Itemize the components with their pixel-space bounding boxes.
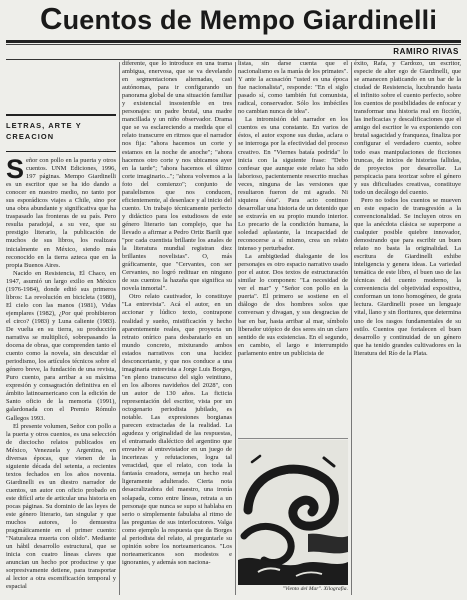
paragraph: listas, sin darse cuenta que el nacionalismo es la manía de los primates". Y ante la acusación "usted es una época fue nacionalista", responde: "En el siglo pasado sí, como también fui comunista, radical, conservador. Sólo los imbéciles no cambian nunca de idea".: [238, 60, 348, 116]
paragraph: La ambigüedad dialogante de los personajes es otro espacio narrativo usado por el autor. Dos textos de estructuración similar lo componen: "La necesidad de ver el mar" y "Señor con pollo en la puerta". El primero se sostiene en el diálogo de dos hombres solos que conversan y divagan, y sus desgracias de bar en bar, hasta arribar al mar, símbolo liberador utópico de dos seres sin un claro sentido de sus existencias. En el segundo, en cambio, el largo e interrumpido parlamento entre un publicista de: [238, 253, 348, 357]
paragraph: éxito, Rafa, y Cardozo, un escritor, especie de alter ego de Giardinelli, que se amanecen platicando en un bar de la ciudad de Resistencia, lucubrando hasta el infinito sobre el cuento perfecto, sobre los cuentos de posibilidades de enfocar y transformar una historia real en ficción, las ineficacias y descalificaciones que el amigo del escritor le va exponiendo con brutal sagacidad y franqueza, finaliza por configurar el verdadero cuento, sobre todo esas manipulaciones de ficciones truncas, de inicios de historias fallidas, de proyectos por desarrollar. La perspicacia para teorizar sobre el género y sus dificultades creativas, constituye todo un decálogo del cuento.: [354, 60, 461, 196]
paragraph: diferente, que lo introduce en una trama ambigua, enervosa, que se va develando en segmentaciones alternadas, casi autónomas, para ir configurando un panorama global de una situación familiar y existencial insostenible en tres personajes: un padre brutal, una madre mancillada y un niño observador. Drama que se va esclareciendo a medida que el relato transcurre en ritmos que el narrador nos fija: "ahora hacemos un corte y estamos en la noche de anoche"; "ahora hacemos otro corte y nos ubicamos ayer en la tarde"; "ahora hacemos el último corte imaginario..."; "ahora volvemos a la foto del comienzo"; conjunto de paralelismos que nos conducen, eficientemente, al desenlace y al inicio del cuento. Un trabajo técnicamente perfecto y didáctico para los estudiosos de este género literario tan complejo, que ha llevado a afirmar a Pedro Ortiz Barili que "por cada cuentista brillante los anales de la literatura mundial registran diez brillantes novelistas". O, más gráficamente, que "Cervantes, con ser Cervantes, no logró redituar en ninguno de sus cuentos la hazaña que significa su novela inmortal".: [122, 60, 232, 293]
section-label-line2: CREACION: [6, 132, 55, 141]
column-divider-1: [119, 62, 120, 595]
section-label-line1: LETRAS, ARTE Y: [6, 121, 82, 130]
headline-initial: C: [40, 1, 63, 36]
drop-cap: S: [6, 157, 25, 184]
paragraph-text: eñor con pollo en la puerta y otros cuentos. UNM Ediciones, 1996, 197 páginas. Mempo Giardinelli es un escritor que se ha ido dando a conocer en nuestro medio, no tanto por sus esporádicos viajes a Chile, sino por una obra abundante y significativa que ha traspasado las fronteras de su país. Pero resulta paradojal, a su vez, que su prestigio literario, la publicación de muchos de sus libros, los realizara inicialmente en México, siendo más reconocido en la tierra azteca que en la propia Buenos Aires.: [6, 157, 116, 269]
author-byline: RAMIRO RIVAS: [393, 47, 459, 56]
headline-word: uentos: [62, 5, 153, 35]
column-divider-2: [235, 62, 236, 595]
article-column-3: [238, 60, 348, 438]
woodcut-illustration: [238, 440, 348, 585]
article-headline: [40, 2, 460, 36]
illustration-top-rule: [238, 438, 348, 439]
paragraph: El presente volumen, Señor con pollo a la puerta y otros cuentos, es una selección de dieciocho relatos publicados en México, Venezuela y Argentina, en diversas épocas, que vienen de la siguiente década del setenta, a recientes textos fechados en los años noventa. Giardinelli es un diestro narrador de cuentos, un autor con oficio probado en este difícil arte de articular una historia en pocas páginas. Su dominio de las leyes de este género literario, tan singular y que muchos autores, lo demuestra pragmáticamente en el primer cuento: "Naturaleza muerta con olido". Mediante un hábil desarrollo estructural, que se inicia con cuatro líneas claves que anuncian un hecho por producirse y que sorpresivamente detiene, para transportar al lector a otra escenificación temporal y espacial: [6, 422, 116, 591]
paragraph: Pero no todos los cuentos se mueven en este espacio de transgresión a la convencionalidad. Se incluyen otros en que la anécdota clásica se superpone a cualquier posible quiebre innovador, demostrando que para escribir un buen relato no basta la originalidad. La escritura de Giardinelli exhibe inteligencia y genera ideas. La variedad temática de este libro, el buen uso de las técnicas del cuento moderno, la conveniencia del objetividad expositiva, conforman un tono homogéneo, de grata lectura. Giardinelli posee un lenguaje vital, llano y sin floritures, que determina uno de los rasgos fundamentales de su estilo. Cuentos que fortalecen el buen desarrollo y continuidad de un género que ha tenido grandes cultivadores en la literatura del Río de la Plata.: [354, 196, 461, 357]
headline-rule-thin: [6, 44, 461, 45]
paragraph: Otro relato cautivador, lo constituye "La entrevista". Acá el autor, en un accionar y lúdico texto, contrapone realidad y sueño, mistificación y hecho aparentemente reales, que proyecta un retrato onírico para desbaratarlo en un mundo concreto, mixturando ambos estados narrativos con una lucidez desconcertante, y que nos conduce a una imaginaria entrevista a Jorge Luis Borges, "en pleno transcurso del siglo veintiuno, en los albores navideños del 2028", con un autor de 130 años. La ficticia representación del escritor, vista por un octogenario periodista jubilado, es notable. Las expresiones borgianas parecen extractadas de la realidad. La agudeza y originalidad de las respuestas, el entramado dialéctico del argentino que envuelve al entrevistador en un juego de incertezas y refutaciones, logra tal veracidad, que el relato, con toda la fantasía creadora, semeja un hecho real ligeramente adulterado. Cierta nota desacralizadora del maestro, una ironía solapada, como entre líneas, retrata a un personaje que nunca se supo si hablaba en serio o simplemente fabulaba al ritmo de las preguntas de sus interlocutores. Valga como ejemplo la respuesta que da Borges al periodista del relato, al preguntarle su opinión sobre los norteamericanos. "Los norteamericanos son modestos e ignorantes, y además son naciona-: [122, 293, 232, 566]
illustration-caption: "Viento del Mar". Xilografía.: [282, 586, 348, 592]
paragraph: Nacido en Resistencia, El Chaco, en 1947, asumió un largo exilio en México (1976-1984), donde editó sus primeros libros: La revolución en bicicleta (1980), El cielo con las manos (1981), Vidas ejemplares (1982), ¿Por qué prohibieron el circo? (1983) y Luna caliente (1983). De vuelta en su tierra, su producción narrativa se multiplicó, sobrepasando la docena de obras, que comprenden tanto el cuento como la novela, sin descuidar el periodismo, los artículos técnicos sobre el género breve, la fundación de una revista, Puro cuento, para arribar a su máxima expresión y consagración definitiva en el ámbito latinoamericano con la edición de Santo oficio de la memoria (1991), galardonada con el Premio Rómulo Gallegos 1993.: [6, 269, 116, 422]
article-column-4: [354, 60, 461, 595]
paragraph: La intromisión del narrador en los cuentos es una constante. En varios de éstos, el autor expone sus dudas, aclara o se interroga por la efectividad del proceso creativo. En "Viernes bataía podrida" lo inicia con la siguiente frase: "Debo confesar que aunque este relato ha sido laborioso, pacientemente resecrito muchas veces, ninguna de las versiones que resultaron fueron de mi agrado. Ni siquiera ésta". Para acto continuo desarrollar una historia de un detenido que se extravía en su propio mundo interior. Lo precario de la condición humana, la soledad aplastante, la incapacidad de reconocerse a sí mismo, crea un relato intenso y perturbador.: [238, 116, 348, 253]
article-column-1: [6, 157, 116, 595]
section-label-box: [6, 114, 116, 152]
headline-rest: de Mempo Giardinelli: [152, 5, 438, 35]
paragraph: [6, 157, 116, 270]
article-column-2: [122, 60, 232, 595]
column-divider-3: [351, 62, 352, 595]
headline-rule-thick: [6, 40, 461, 43]
